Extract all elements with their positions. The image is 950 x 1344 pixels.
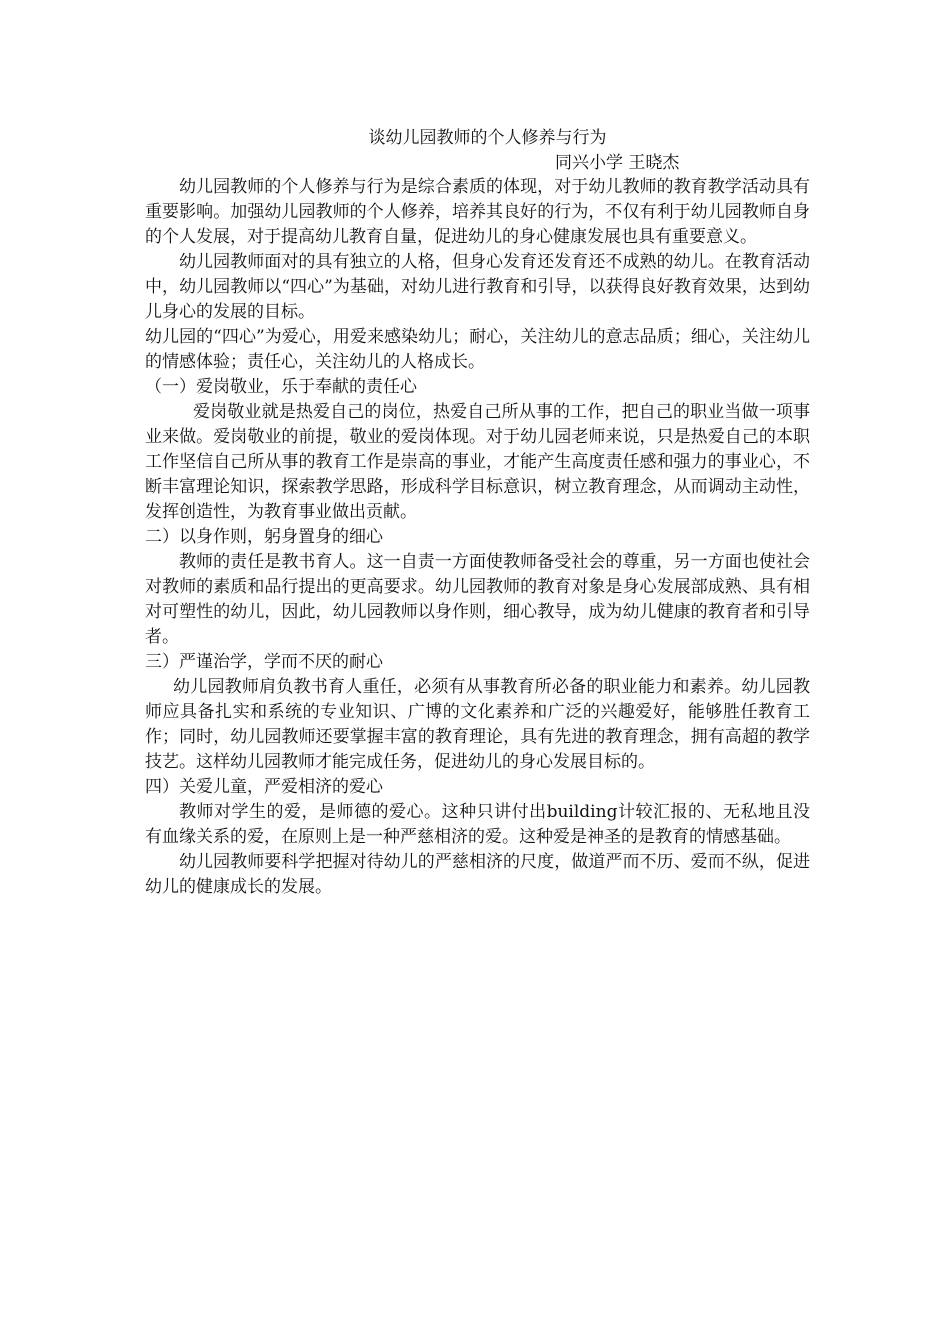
document-page xyxy=(145,126,810,900)
paragraph-intro-3: 幼儿园的“四心”为爱心，用爱来感染幼儿；耐心，关注幼儿的意志品质；细心，关注幼儿的情感体验；责任心，关注幼儿的人格成长。 xyxy=(145,327,810,372)
section-heading-3: 三）严谨治学，学而不厌的耐心 xyxy=(145,652,383,672)
section-4-paragraph-1: 教师对学生的爱，是师德的爱心。这种只讲付出building计较汇报的、无私地且没有血缘关系的爱，在原则上是一种严慈相济的爱。这种爱是神圣的是教育的情感基础。 xyxy=(145,802,810,847)
section-heading-1: （一）爱岗敬业，乐于奉献的责任心 xyxy=(145,377,417,397)
section-2-paragraph-1: 教师的责任是教书育人。这一自责一方面使教师备受社会的尊重，另一方面也使社会对教师的素质和品行提出的更高要求。幼儿园教师的教育对象是身心发展部成熟、具有相对可塑性的幼儿，因此，幼儿园教师以身作则，细心教导，成为幼儿健康的教育者和引导者。 xyxy=(145,552,810,647)
section-1-paragraph-1: 爱岗敬业就是热爱自己的岗位，热爱自己所从事的工作，把自己的职业当做一项事业来做。爱岗敬业的前提，敬业的爱岗体现。对于幼儿园老师来说，只是热爱自己的本职工作坚信自己所从事的教育工作是崇高的事业，才能产生高度责任感和强力的事业心，不断丰富理论知识，探索教学思路，形成科学目标意识，树立教育理念，从而调动主动性，发挥创造性，为教育事业做出贡献。 xyxy=(145,402,810,522)
section-3-paragraph-1: 幼儿园教师肩负教书育人重任，必须有从事教育所必备的职业能力和素养。幼儿园教师应具备扎实和系统的专业知识、广博的文化素养和广泛的兴趣爱好，能够胜任教育工作；同时，幼儿园教师还要掌握丰富的教育理论，具有先进的教育理念，拥有高超的教学技艺。这样幼儿园教师才能完成任务，促进幼儿的身心发展目标的。 xyxy=(145,677,810,772)
section-heading-4: 四）关爱儿童，严爱相济的爱心 xyxy=(145,777,383,797)
document-title: 谈幼儿园教师的个人修养与行为 xyxy=(368,128,607,148)
section-heading-2: 二）以身作则，躬身置身的细心 xyxy=(145,527,383,547)
section-4-paragraph-2: 幼儿园教师要科学把握对待幼儿的严慈相济的尺度，做道严而不历、爱而不纵，促进幼儿的健康成长的发展。 xyxy=(145,852,810,897)
document-author: 同兴小学 王晓杰 xyxy=(555,153,680,173)
paragraph-intro-2: 幼儿园教师面对的具有独立的人格，但身心发育还发育还不成熟的幼儿。在教育活动中，幼儿园教师以“四心”为基础，对幼儿进行教育和引导，以获得良好教育效果，达到幼儿身心的发展的目标。 xyxy=(145,252,810,322)
paragraph-intro-1: 幼儿园教师的个人修养与行为是综合素质的体现，对于幼儿教师的教育教学活动具有重要影响。加强幼儿园教师的个人修养，培养其良好的行为，不仅有利于幼儿园教师自身的个人发展，对于提高幼儿教育自量，促进幼儿的身心健康发展也具有重要意义。 xyxy=(145,177,810,247)
